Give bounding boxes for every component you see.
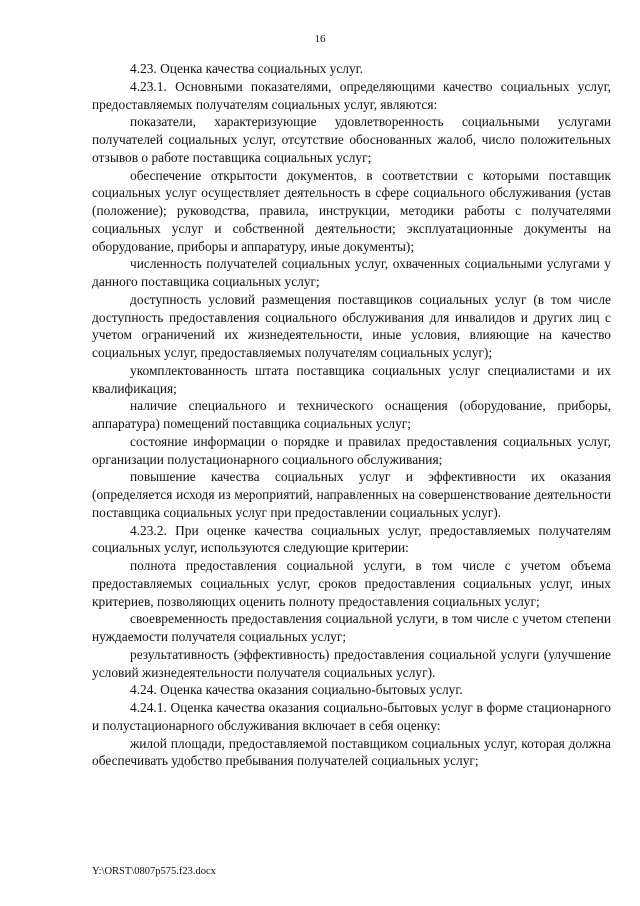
paragraph-completeness: полнота предоставления социальной услуги, в том числе с учетом объема предоставляемых социальных услуг, сроков предоставления социальных услуг, иных критериев, позволяющих оценить полноту предоставления социальных услуг; (92, 558, 611, 609)
paragraph-4-24-1: 4.24.1. Оценка качества оказания социально-бытовых услуг в форме стационарного и полустационарного обслуживания включает в себя оценку: (92, 700, 611, 733)
paragraph-effectiveness: результативность (эффективность) предоставления социальной услуги (улучшение условий жизнедеятельности получателя социальных услуг). (92, 646, 611, 680)
page-number: 16 (314, 33, 326, 45)
paragraph-satisfaction-indicators: показатели, характеризующие удовлетворенность социальными услугами получателей социальных услуг, отсутствие обоснованных жалоб, число положительных отзывов о работе поставщика социальных услуг; (92, 114, 611, 165)
paragraph-4-23-1: 4.23.1. Основными показателями, определяющими качество социальных услуг, предоставляемых получателям социальных услуг, являются: (92, 78, 611, 112)
paragraph-4-23-2: 4.23.2. При оценке качества социальных услуг, предоставляемых получателям социальных услуг, используются следующие критерии: (92, 522, 611, 556)
paragraph-accessibility: доступность условий размещения поставщиков социальных услуг (в том числе доступность предоставления социального обслуживания для инвалидов и других лиц с учетом ограничений их жизнедеятельности, иные условия, влияющие на качество социальных услуг, предоставляемых получателям социальных услуг); (92, 291, 611, 360)
file-path-footer: Y:\ORST\0807p575.f23.docx (92, 866, 216, 877)
paragraph-timeliness: своевременность предоставления социальной услуги, в том числе с учетом степени нуждаемости получателя социальных услуг; (92, 611, 611, 644)
paragraph-quality-improvement: повышение качества социальных услуг и эффективности их оказания (определяется исходя из мероприятий, направленных на совершенствование деятельности поставщика социальных услуг при предоставлении социальных услуг). (92, 469, 611, 520)
paragraph-4-23-heading: 4.23. Оценка качества социальных услуг. (130, 61, 363, 76)
document-body (92, 60, 611, 770)
paragraph-4-24-heading: 4.24. Оценка качества оказания социально-бытовых услуг. (130, 682, 463, 698)
paragraph-recipient-count: численность получателей социальных услуг, охваченных социальными услугами у данного поставщика социальных услуг; (92, 256, 611, 289)
paragraph-document-openness: обеспечение открытости документов, в соответствии с которыми поставщик социальных услуг осуществляет деятельность в сфере социального обслуживания (устав (положение); руководства, правила, инструкции, методики работы с получателями социальных услуг и собственной деятельности; эксплуатационные документы на оборудование, приборы и аппаратуру, иные документы); (92, 167, 611, 254)
paragraph-equipment: наличие специального и технического оснащения (оборудование, приборы, аппаратура) помещений поставщика социальных услуг; (92, 398, 611, 431)
paragraph-living-space: жилой площади, предоставляемой поставщиком социальных услуг, которая должна обеспечивать удобство пребывания получателей социальных услуг; (92, 735, 611, 769)
paragraph-staffing: укомплектованность штата поставщика социальных услуг специалистами и их квалификация; (92, 362, 611, 396)
paragraph-information-state: состояние информации о порядке и правилах предоставления социальных услуг, организации полустационарного социального обслуживания; (92, 433, 611, 467)
